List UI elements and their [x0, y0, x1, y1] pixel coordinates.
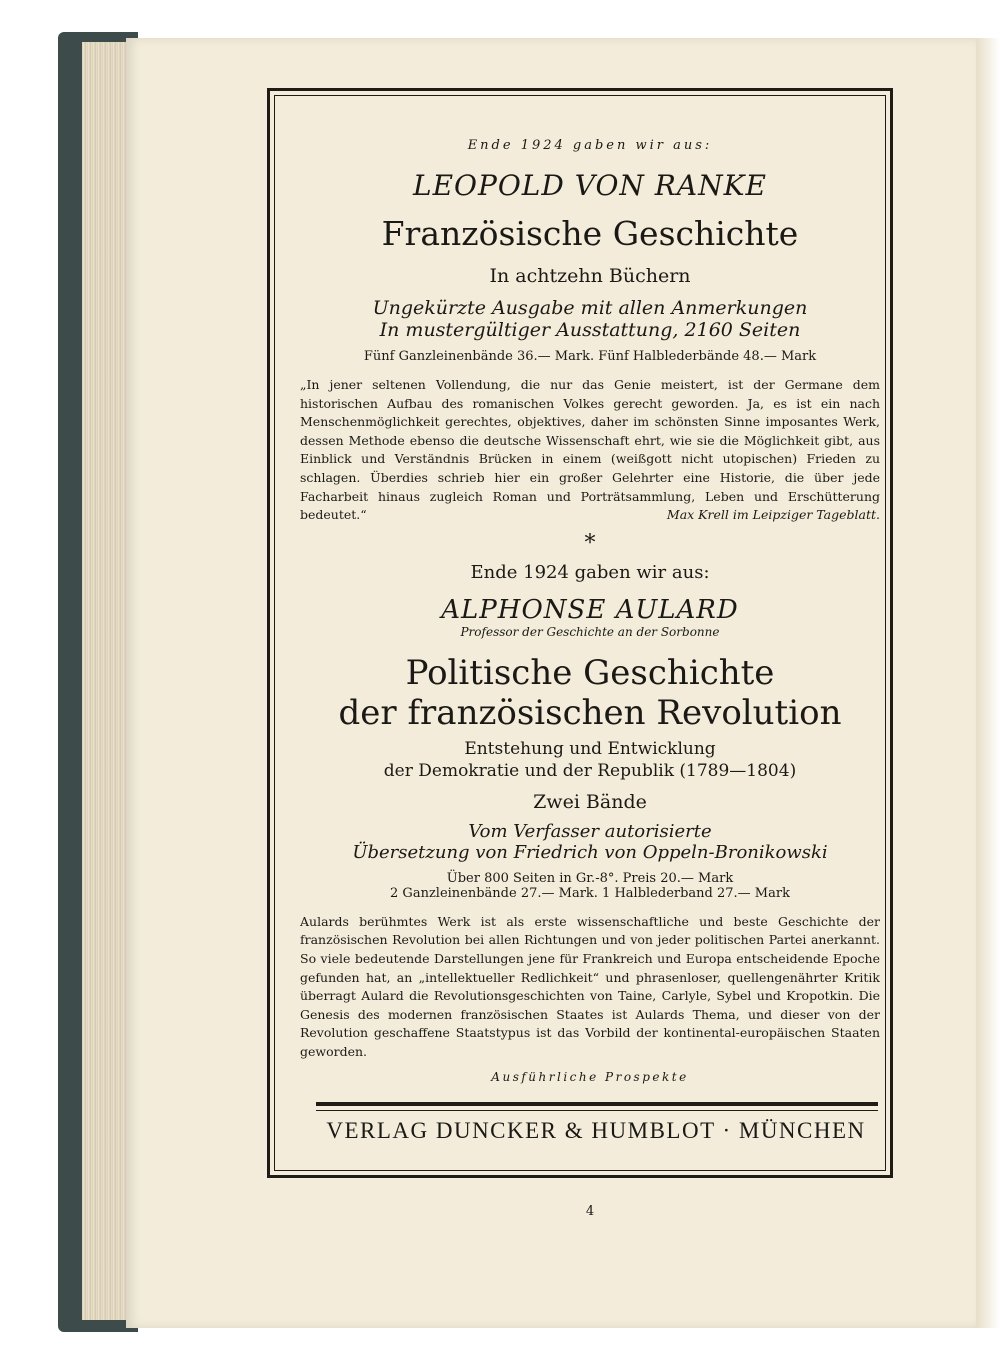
ad2-translation-line-2: Übersetzung von Friedrich von Oppeln-Bronikowski — [352, 841, 828, 863]
ad2-author: ALPHONSE AULARD — [441, 594, 739, 625]
ad1-review-quote — [300, 376, 880, 525]
ad1-edition-note-2: In mustergültiger Ausstattung, 2160 Seiten — [379, 319, 801, 341]
ad1-author: LEOPOLD VON RANKE — [413, 169, 767, 202]
publisher-rule-thick — [316, 1102, 878, 1106]
ad2-intro: Ende 1924 gaben wir aus: — [470, 561, 710, 583]
ad1-edition-note: Ungekürzte Ausgabe mit allen Anmerkungen — [372, 297, 808, 319]
ad2-prospectus-note: Ausführliche Prospekte — [491, 1069, 689, 1084]
ad1-price: Fünf Ganzleinenbände 36.— Mark. Fünf Halblederbände 48.— Mark — [363, 349, 817, 364]
ad2-price-line-2: 2 Ganzleinenbände 27.— Mark. 1 Halblederband 27.— Mark — [390, 885, 790, 901]
ad2-translation-line-1: Vom Verfasser autorisierte — [468, 820, 712, 842]
ad2-subtitle-line-2: der Demokratie und der Republik (1789—1804) — [383, 760, 797, 781]
ad2-description: Aulards berühmtes Werk ist als erste wissenschaftliche und beste Geschichte der französischen Revolution bei allen Richtungen und von jeder politischen Partei anerkannt. So viele bedeutende Darstellungen jene für Frankreich und Europa entscheidende Epoche gefunden hat, an „intellektueller Redlichkeit“ und phrasenloser, quellengenährter Kritik überragt Aulard die Revolutionsgeschichten von Taine, Carlyle, Sybel und Kropotkin. Die Genesis des modernen französischen Staates ist Aulards Thema, und dieser von der Revolution geschaffene Staatstypus ist das Vorbild der kontinental-europäischen Staaten geworden. — [300, 913, 880, 1059]
page-number: 4 — [585, 1204, 595, 1219]
page-right-edge — [976, 38, 1000, 1328]
ad1-subtitle: In achtzehn Büchern — [489, 265, 691, 287]
advertisement-content — [300, 118, 880, 1084]
ad2-subtitle-line-1: Entstehung und Entwicklung — [464, 738, 716, 759]
separator-star: * — [584, 530, 596, 556]
ad1-intro: Ende 1924 gaben wir aus: — [467, 138, 713, 153]
ad1-title: Französische Geschichte — [381, 214, 799, 253]
ad2-author-role: Professor der Geschichte an der Sorbonne — [460, 624, 720, 639]
ad2-title-line-1: Politische Geschichte — [405, 652, 775, 693]
ad1-quote-source: Max Krell im Leipziger Tageblatt. — [666, 507, 880, 523]
ad2-price-line-1: Über 800 Seiten in Gr.-8°. Preis 20.— Mark — [446, 870, 734, 886]
page-edges — [82, 42, 132, 1320]
publisher-imprint: VERLAG DUNCKER & HUMBLOT · MÜNCHEN — [326, 1118, 866, 1143]
ad2-title-line-2: der französischen Revolution — [338, 692, 842, 733]
ad2-volumes: Zwei Bände — [533, 790, 647, 813]
ad1-quote-text: „In jener seltenen Vollendung, die nur das Genie meistert, ist der Germane dem historischen Aufbau des romanischen Volkes gerecht geworden. Ja, es ist ein nach Menschenmöglichkeit gerechtes, objektives, daher im schönsten Sinne imposantes Werk, dessen Methode ebenso die deutsche Wissenschaft ehrt, wie sie die Möglichkeit gibt, aus Einblick und Verständnis Brücken in einem (weißgott nicht utopischen) Frieden zu schlagen. Überdies schrieb hier ein großer Gelehrter eine Historie, die über jede Facharbeit hinaus zugleich Roman und Porträtsammlung, Leben und Erschütterung bedeutet.“ — [300, 377, 880, 523]
publisher-rule-thin — [316, 1110, 878, 1111]
